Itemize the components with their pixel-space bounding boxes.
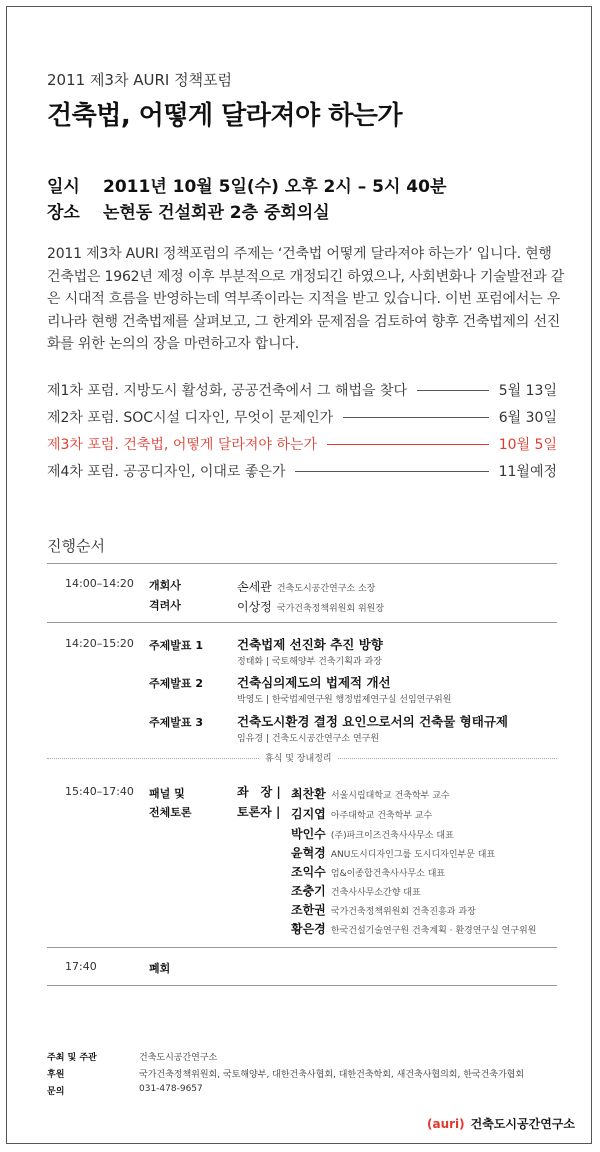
speaker-affiliation: 국가건축정책위원회 위원장	[276, 604, 385, 614]
speaker-affiliation: 건축도시공간연구소 소장	[276, 584, 376, 594]
forum-item-3-current	[47, 433, 557, 455]
contact-value: 031-478-9657	[139, 1084, 203, 1094]
divider	[47, 947, 557, 948]
chair-affiliation: 서울시립대학교 건축학부 교수	[330, 791, 450, 801]
organizer-label: 주최 및 주관	[47, 1053, 97, 1063]
place-value: 논현동 건설회관 2층 중회의실	[103, 203, 330, 223]
panelist-affiliation: 건축사사무소간향 대표	[330, 888, 421, 898]
leader-line	[343, 417, 489, 418]
panelist	[291, 861, 445, 880]
auri-logo-mark: (auri)	[427, 1116, 465, 1131]
forum-label: 제1차 포럼. 지방도시 활성화, 공공건축에서 그 해법을 찾다	[47, 383, 408, 399]
keynote-2-topic: 건축심의제도의 법제적 개선	[237, 675, 391, 690]
forum-label: 제3차 포럼. 건축법, 어떻게 달라져야 하는가	[47, 437, 317, 453]
forum-item-4	[47, 460, 557, 482]
panelist-name: 김지엽	[291, 807, 326, 821]
auri-logo-text: 건축도시공간연구소	[470, 1117, 575, 1131]
keynote-2-role: 주제발표 2	[149, 677, 203, 690]
welcome-speaker	[237, 576, 375, 595]
keynote-3-topic: 건축도시환경 결정 요인으로서의 건축물 형태규제	[237, 714, 508, 729]
encouragement-role: 격려사	[149, 599, 181, 612]
leader-line	[327, 444, 489, 445]
panelist-affiliation: 한국건설기술연구원 건축계획 · 환경연구실 연구위원	[330, 926, 537, 936]
panelist-affiliation: 아주대학교 건축학부 교수	[330, 811, 433, 821]
sponsor-label: 후원	[47, 1070, 65, 1080]
panelist-affiliation: 국가건축정책위원회 건축진흥과 과장	[330, 907, 476, 917]
opening-time: 14:00–14:20	[65, 577, 134, 590]
place-line	[47, 198, 330, 223]
page-title: 건축법, 어떻게 달라져야 하는가	[47, 101, 403, 131]
panelist-name: 조한권	[291, 903, 326, 917]
organizer-value: 건축도시공간연구소	[139, 1053, 218, 1063]
leader-line	[417, 390, 489, 391]
contact-label: 문의	[47, 1087, 65, 1097]
panelist	[291, 899, 476, 918]
chair-name: 최찬환	[291, 787, 326, 801]
program-title: 진행순서	[47, 537, 105, 555]
panelist-name: 윤혁경	[291, 846, 326, 860]
forum-date: 6월 30일	[498, 410, 557, 426]
intro-paragraph: 2011 제3차 AURI 정책포럼의 주제는 ‘건축법 어떻게 달라져야 하는가’ 입니다. 현행 건축법은 1962년 제정 이후 부분적으로 개정되긴 하였으나, 사회변화나 기술발전과 같은 시대적 흐름을 반영하는데 역부족이라는 지적을 받고 있습니다. 이번 포럼에서는 우리나라 현행 건축법제를 살펴보고, 그 한계와 문제점을 검토하여 향후 건축법제의 선진화를 위한 논의의 장을 마련하고자 합니다.	[47, 246, 565, 353]
chair-label: 좌 장 |	[237, 785, 281, 799]
chair-person	[291, 783, 450, 802]
welcome-role: 개회사	[149, 579, 181, 592]
keynote-1-topic: 건축법제 선진화 추진 방향	[237, 637, 383, 652]
panel-time: 15:40–17:40	[65, 785, 134, 798]
date-value: 2011년 10월 5일(수) 오후 2시 – 5시 40분	[103, 177, 447, 197]
forum-date: 10월 5일	[498, 437, 557, 453]
break-label: 휴식 및 장내정리	[259, 751, 338, 764]
date-label: 일시	[47, 177, 80, 197]
panel-role-line1: 패널 및	[149, 787, 185, 800]
panelist-affiliation: (주)파크이즈건축사사무소 대표	[330, 831, 454, 841]
auri-logo	[427, 1115, 575, 1132]
panelist-affiliation: 엄&이종합건축사사무소 대표	[330, 869, 446, 879]
panelists-label: 토론자 |	[237, 805, 281, 819]
keynote-time: 14:20–15:20	[65, 637, 134, 650]
speaker-name: 손세관	[237, 580, 272, 594]
panelist	[291, 880, 421, 899]
forum-label: 제4차 포럼. 공공디자인, 이대로 좋은가	[47, 464, 286, 480]
date-line	[47, 172, 446, 197]
panelist	[291, 918, 536, 937]
divider	[47, 985, 557, 986]
keynote-2-presenter: 박영도 | 한국법제연구원 행정법제연구실 선임연구위원	[237, 695, 452, 705]
poster-frame	[6, 6, 592, 1144]
forum-date: 11월예정	[498, 464, 557, 480]
closing-role: 폐회	[149, 962, 171, 975]
panelist-affiliation: ANU도시디자인그룹 도시디자인부문 대표	[330, 850, 496, 860]
panelist-name: 조충기	[291, 884, 326, 898]
forum-subtitle: 2011 제3차 AURI 정책포럼	[47, 71, 233, 89]
closing-time: 17:40	[65, 960, 97, 973]
sponsor-value: 국가건축정책위원회, 국토해양부, 대한건축사협회, 대한건축학회, 새건축사협의회, 한국건축가협회	[139, 1070, 525, 1080]
panelist	[291, 803, 432, 822]
place-label: 장소	[47, 203, 80, 223]
forum-item-1	[47, 379, 557, 401]
encouragement-speaker	[237, 596, 384, 615]
keynote-3-role: 주제발표 3	[149, 716, 203, 729]
keynote-1-role: 주제발표 1	[149, 639, 203, 652]
panelist-name: 박인수	[291, 827, 326, 841]
panelist-name: 황은경	[291, 922, 326, 936]
keynote-1-presenter: 정태화 | 국토해양부 건축기획과 과장	[237, 657, 382, 667]
panelist	[291, 823, 454, 842]
keynote-3-presenter: 임유경 | 건축도시공간연구소 연구원	[237, 734, 380, 744]
speaker-name: 이상정	[237, 600, 272, 614]
forum-item-2	[47, 406, 557, 428]
panel-role-line2: 전체토론	[149, 806, 192, 819]
divider	[47, 563, 557, 564]
panelist	[291, 842, 495, 861]
forum-date: 5월 13일	[498, 383, 557, 399]
divider	[47, 622, 557, 623]
leader-line	[295, 471, 488, 472]
panelist-name: 조익수	[291, 865, 326, 879]
forum-label: 제2차 포럼. SOC시설 디자인, 무엇이 문제인가	[47, 410, 334, 426]
